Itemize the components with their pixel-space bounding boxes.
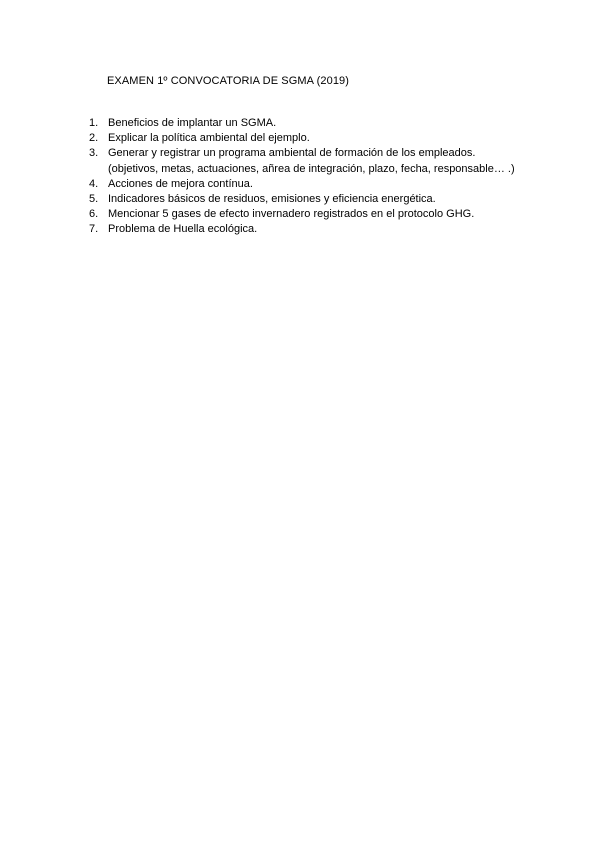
question-number: 5. — [89, 193, 99, 206]
question-list — [80, 116, 550, 238]
question-number: 6. — [89, 208, 99, 221]
question-text: Mencionar 5 gases de efecto invernadero registrados en el protocolo GHG. — [108, 208, 475, 221]
question-text: Explicar la política ambiental del ejemplo. — [108, 132, 310, 145]
question-number: 2. — [89, 132, 99, 145]
question-text: Acciones de mejora contínua. — [108, 177, 253, 190]
question-number: 7. — [89, 223, 99, 236]
question-number: 1. — [89, 117, 99, 129]
question-number: 3. — [89, 147, 99, 160]
question-text: Indicadores básicos de residuos, emisiones y eficiencia energética. — [108, 193, 436, 206]
question-item — [80, 222, 550, 237]
exam-title: EXAMEN 1º CONVOCATORIA DE SGMA (2019) — [107, 75, 350, 87]
question-text: Problema de Huella ecológica. — [108, 223, 258, 236]
question-item — [80, 192, 550, 207]
question-item — [80, 177, 550, 192]
question-text-continuation: (objetivos, metas, actuaciones, añrea de integración, plazo, fecha, responsable… .) — [108, 162, 515, 175]
question-item — [80, 146, 550, 176]
question-text: Beneficios de implantar un SGMA. — [108, 117, 277, 129]
question-number: 4. — [89, 177, 99, 190]
question-item — [80, 207, 550, 222]
question-item — [80, 116, 550, 131]
question-item — [80, 131, 550, 146]
question-text: Generar y registrar un programa ambiental de formación de los empleados. — [108, 147, 476, 160]
